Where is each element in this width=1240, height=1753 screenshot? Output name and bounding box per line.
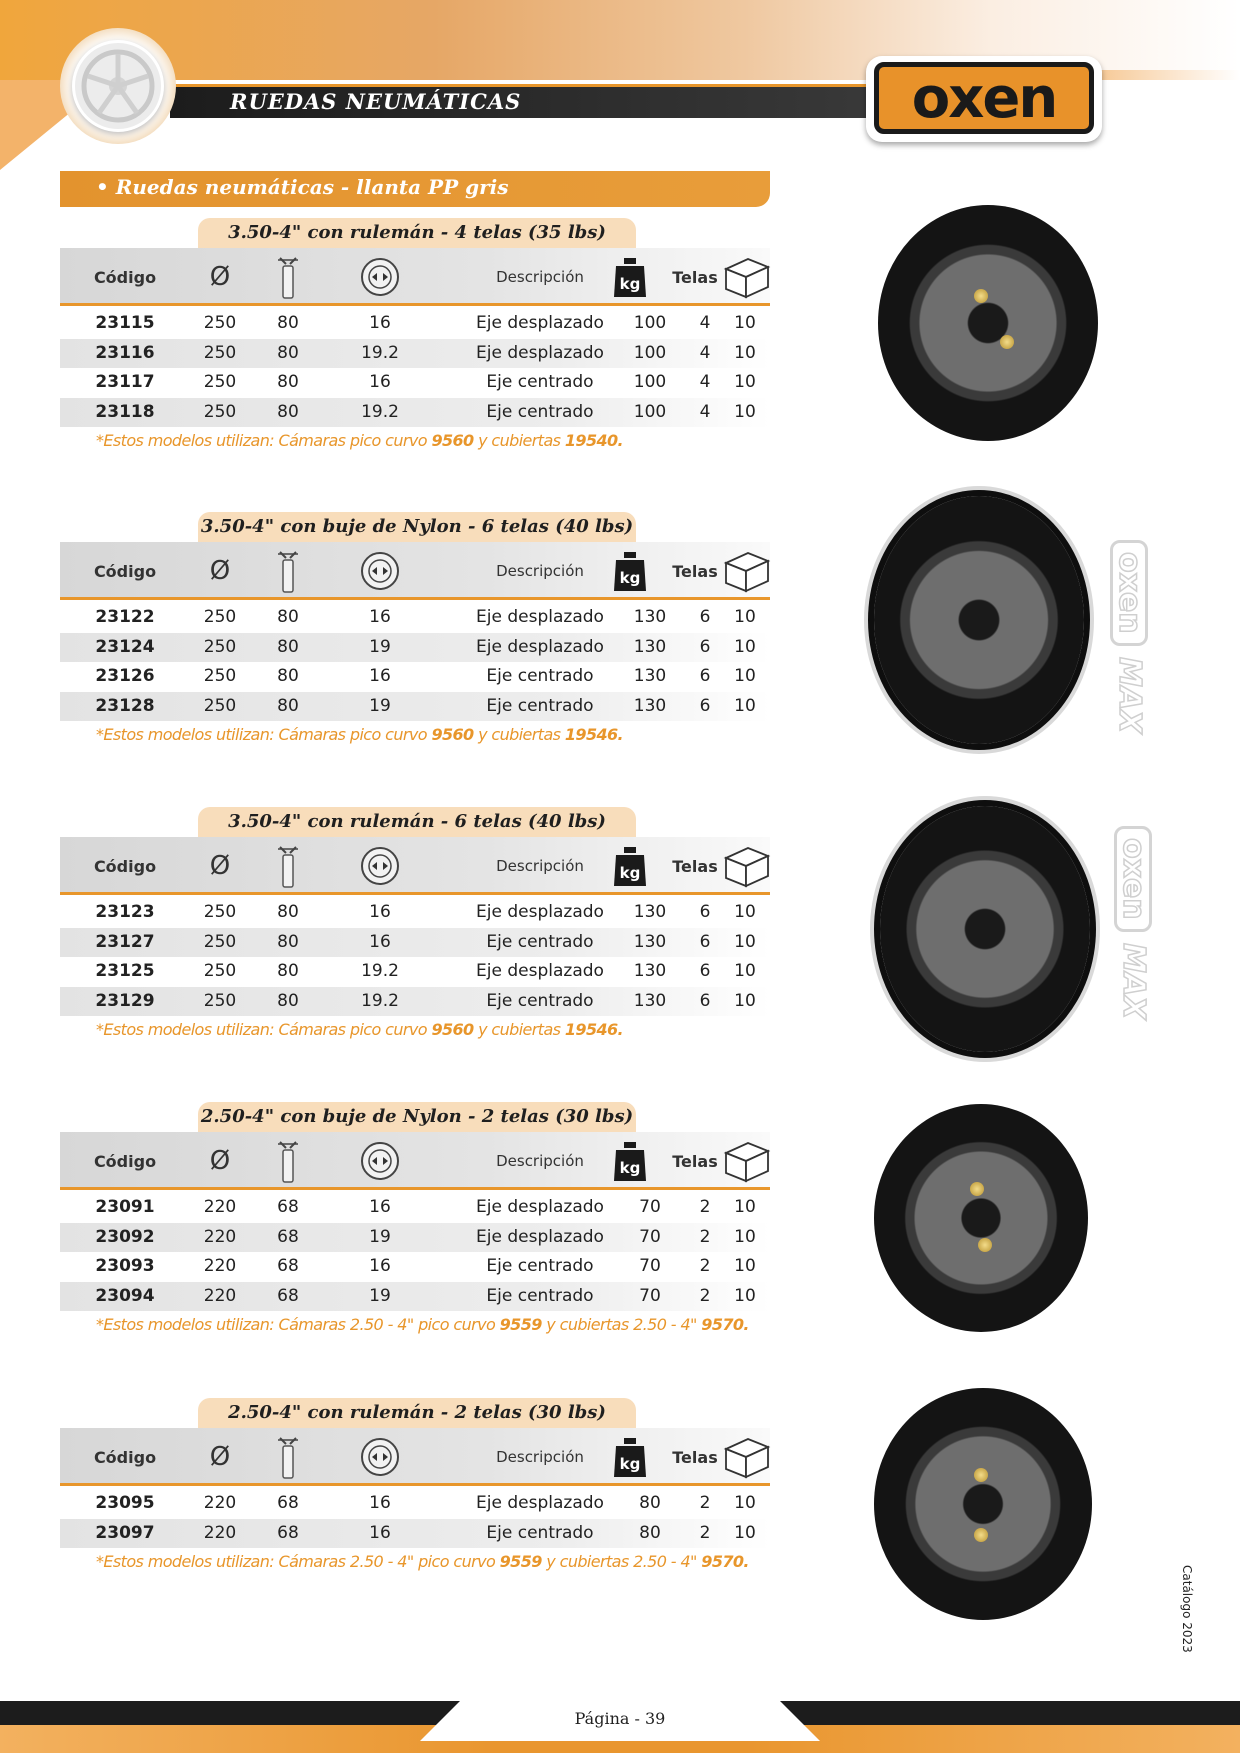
cell-diameter: 250 (203, 990, 237, 1011)
cell-axle: 19.2 (361, 342, 399, 363)
compatibility-note (96, 1315, 749, 1334)
diameter-icon: Ø (209, 1146, 231, 1176)
cell-axle: 19.2 (361, 401, 399, 422)
hub-bolt-icon (978, 1238, 992, 1252)
cell-width: 80 (277, 666, 299, 686)
cell-plies: 4 (699, 313, 711, 333)
cell-description: Eje centrado (486, 401, 594, 422)
cell-diameter: 220 (203, 1197, 237, 1217)
max-badge-label: MAX (1112, 656, 1147, 734)
group-title: 3.50-4" con rulemán - 4 telas (35 lbs) (198, 218, 636, 248)
cell-code: 23097 (95, 1522, 155, 1543)
cell-width: 68 (277, 1256, 299, 1276)
header-code-label: Código (93, 856, 157, 876)
table-row (60, 1519, 770, 1549)
cell-axle: 19.2 (361, 990, 399, 1011)
header-code (60, 542, 190, 600)
cell-description: Eje centrado (486, 666, 594, 686)
cell-diameter: 250 (203, 961, 237, 981)
cell-axle: 19 (369, 1226, 391, 1247)
max-badge-brand: oxen (1110, 540, 1148, 646)
cell-width: 80 (277, 401, 299, 422)
cell-diameter: 250 (203, 313, 237, 333)
header-plies-label: Telas (672, 856, 718, 876)
table-row (60, 603, 770, 633)
note-tire-code: 19546. (564, 725, 624, 744)
cell-load: 100 (633, 401, 667, 422)
cell-width: 80 (277, 931, 299, 952)
cell-width: 80 (277, 313, 299, 333)
cell-plies: 2 (699, 1285, 711, 1306)
header-diameter (190, 542, 250, 600)
cell-plies: 6 (699, 961, 711, 981)
cell-description: Eje desplazado (476, 1197, 604, 1217)
cell-width: 80 (277, 342, 299, 363)
axle-bore-icon (340, 837, 420, 895)
header-code (60, 1428, 190, 1486)
cell-description: Eje desplazado (476, 961, 604, 981)
axle-bore-icon (340, 248, 420, 306)
cell-plies: 6 (699, 902, 711, 922)
table-header (60, 1428, 770, 1486)
cell-description: Eje desplazado (476, 636, 604, 657)
cell-load: 130 (633, 666, 667, 686)
cell-load: 130 (633, 636, 667, 657)
cell-diameter: 250 (203, 342, 237, 363)
cell-box-qty: 10 (734, 313, 756, 333)
note-tube-code: 9559 (499, 1552, 542, 1571)
cell-diameter: 250 (203, 931, 237, 952)
note-tire-code: 19540. (564, 431, 624, 450)
cell-description: Eje centrado (486, 1522, 594, 1543)
cell-description: Eje centrado (486, 1256, 594, 1276)
diameter-icon: Ø (209, 851, 231, 881)
note-tube-code: 9560 (431, 725, 474, 744)
cell-plies: 2 (699, 1256, 711, 1276)
table-header (60, 248, 770, 306)
cell-axle: 16 (369, 607, 391, 627)
cell-width: 80 (277, 695, 299, 716)
table-header (60, 542, 770, 600)
header-plies-label: Telas (672, 1151, 718, 1171)
cell-code: 23117 (95, 372, 155, 392)
table-row (60, 633, 770, 663)
cell-width: 68 (277, 1285, 299, 1306)
cell-diameter: 250 (203, 401, 237, 422)
cell-box-qty: 10 (734, 1197, 756, 1217)
section-heading (60, 171, 770, 207)
cell-code: 23127 (95, 931, 155, 952)
product-group (60, 512, 770, 761)
cell-code: 23095 (95, 1493, 155, 1513)
tire-width-icon (258, 1132, 318, 1190)
section-title: • Ruedas neumáticas - llanta PP gris (96, 175, 509, 199)
note-tire-code: 19546. (564, 1020, 624, 1039)
note-text: y cubiertas (473, 431, 565, 450)
cell-plies: 6 (699, 666, 711, 686)
cell-box-qty: 10 (734, 607, 756, 627)
note-text: y cubiertas (473, 725, 565, 744)
table-body (60, 309, 770, 427)
note-text: *Estos modelos utilizan: Cámaras 2.50 - 4" pico curvo (96, 1552, 500, 1571)
page-number: Página - 39 (574, 1709, 666, 1728)
cell-axle: 16 (369, 1493, 391, 1513)
catalog-year: Catálogo 2023 (1180, 1565, 1194, 1653)
axle-bore-icon (340, 1132, 420, 1190)
cell-load: 130 (633, 931, 667, 952)
header-description-label: Descripción (496, 268, 584, 286)
cell-plies: 6 (699, 607, 711, 627)
header-diameter (190, 1428, 250, 1486)
product-group (60, 807, 770, 1056)
diameter-icon: Ø (209, 556, 231, 586)
cell-diameter: 250 (203, 607, 237, 627)
note-tube-code: 9560 (431, 431, 474, 450)
cell-load: 70 (639, 1256, 661, 1276)
cell-diameter: 220 (203, 1285, 237, 1306)
cell-plies: 4 (699, 342, 711, 363)
cell-code: 23129 (95, 990, 155, 1011)
compatibility-note (96, 725, 623, 744)
cell-diameter: 220 (203, 1226, 237, 1247)
hub-bolt-icon (974, 289, 988, 303)
note-text: y cubiertas 2.50 - 4" (541, 1552, 702, 1571)
cell-plies: 2 (699, 1522, 711, 1543)
table-body (60, 1193, 770, 1311)
table-body (60, 603, 770, 721)
cell-load: 100 (633, 372, 667, 392)
cell-description: Eje centrado (486, 931, 594, 952)
header-code-label: Código (93, 1151, 157, 1171)
cell-description: Eje desplazado (476, 1226, 604, 1247)
header-diameter (190, 1132, 250, 1190)
table-row (60, 1193, 770, 1223)
tire-width-icon (258, 837, 318, 895)
wheel-image-23095 (874, 1388, 1092, 1620)
cell-width: 80 (277, 990, 299, 1011)
cell-diameter: 250 (203, 695, 237, 716)
box-icon (720, 837, 774, 895)
group-title: 2.50-4" con buje de Nylon - 2 telas (30 lbs) (198, 1102, 636, 1132)
note-text: *Estos modelos utilizan: Cámaras pico curvo (96, 1020, 432, 1039)
table-row (60, 1489, 770, 1519)
product-group (60, 218, 770, 467)
header-diameter (190, 837, 250, 895)
cell-box-qty: 10 (734, 931, 756, 952)
cell-axle: 16 (369, 313, 391, 333)
cell-width: 80 (277, 636, 299, 657)
tire-width-icon (258, 248, 318, 306)
table-header (60, 837, 770, 895)
cell-load: 100 (633, 313, 667, 333)
table-header (60, 1132, 770, 1190)
cell-width: 68 (277, 1197, 299, 1217)
box-icon (720, 1132, 774, 1190)
hub-bolt-icon (970, 1182, 984, 1196)
cell-description: Eje desplazado (476, 902, 604, 922)
header-description-label: Descripción (496, 562, 584, 580)
wheel-image-23091 (874, 1104, 1088, 1332)
cell-load: 70 (639, 1226, 661, 1247)
header-code (60, 1132, 190, 1190)
cell-width: 80 (277, 372, 299, 392)
cell-width: 68 (277, 1493, 299, 1513)
cell-axle: 19.2 (361, 961, 399, 981)
table-row (60, 309, 770, 339)
cell-width: 80 (277, 607, 299, 627)
cell-load: 130 (633, 607, 667, 627)
hub-bolt-icon (1000, 335, 1014, 349)
page-title: RUEDAS NEUMÁTICAS (230, 89, 522, 114)
cell-load: 80 (639, 1522, 661, 1543)
cell-box-qty: 10 (734, 1256, 756, 1276)
diameter-icon: Ø (209, 1442, 231, 1472)
header-code-label: Código (93, 561, 157, 581)
cell-load: 130 (633, 990, 667, 1011)
cell-width: 80 (277, 902, 299, 922)
svg-text:kg: kg (619, 864, 641, 882)
cell-code: 23116 (95, 342, 155, 363)
cell-load: 100 (633, 342, 667, 363)
header-plies-label: Telas (672, 1447, 718, 1467)
weight-icon (605, 1132, 655, 1190)
header-code-label: Código (93, 267, 157, 287)
cell-box-qty: 10 (734, 902, 756, 922)
diameter-icon: Ø (209, 262, 231, 292)
weight-icon (605, 542, 655, 600)
group-title: 2.50-4" con rulemán - 2 telas (30 lbs) (198, 1398, 636, 1428)
cell-plies: 2 (699, 1493, 711, 1513)
cell-width: 68 (277, 1522, 299, 1543)
cell-load: 70 (639, 1197, 661, 1217)
cell-code: 23123 (95, 902, 155, 922)
cell-code: 23125 (95, 961, 155, 981)
svg-text:kg: kg (619, 275, 641, 293)
weight-icon (605, 248, 655, 306)
cell-description: Eje centrado (486, 372, 594, 392)
cell-axle: 19 (369, 636, 391, 657)
note-tube-code: 9560 (431, 1020, 474, 1039)
cell-box-qty: 10 (734, 990, 756, 1011)
cell-code: 23122 (95, 607, 155, 627)
table-row (60, 368, 770, 398)
cell-load: 130 (633, 902, 667, 922)
table-row (60, 987, 770, 1017)
cell-plies: 4 (699, 372, 711, 392)
wheel-emblem-icon (72, 40, 164, 132)
axle-bore-icon (340, 1428, 420, 1486)
box-icon (720, 1428, 774, 1486)
weight-icon (605, 1428, 655, 1486)
table-row (60, 692, 770, 722)
svg-text:kg: kg (619, 1159, 641, 1177)
cell-box-qty: 10 (734, 1285, 756, 1306)
header-diameter (190, 248, 250, 306)
cell-load: 80 (639, 1493, 661, 1513)
note-text: y cubiertas 2.50 - 4" (541, 1315, 702, 1334)
cell-axle: 16 (369, 1256, 391, 1276)
cell-axle: 16 (369, 666, 391, 686)
note-text: *Estos modelos utilizan: Cámaras pico curvo (96, 725, 432, 744)
compatibility-note (96, 1020, 623, 1039)
oxen-max-badge (1110, 540, 1148, 740)
tire-width-icon (258, 542, 318, 600)
header-description-label: Descripción (496, 1152, 584, 1170)
cell-axle: 16 (369, 931, 391, 952)
cell-diameter: 250 (203, 372, 237, 392)
cell-axle: 16 (369, 1197, 391, 1217)
cell-box-qty: 10 (734, 636, 756, 657)
max-badge-brand: oxen (1114, 826, 1152, 932)
tire-width-icon (258, 1428, 318, 1486)
cell-code: 23118 (95, 401, 155, 422)
cell-axle: 16 (369, 902, 391, 922)
table-row (60, 662, 770, 692)
cell-description: Eje centrado (486, 990, 594, 1011)
cell-description: Eje desplazado (476, 607, 604, 627)
cell-axle: 19 (369, 1285, 391, 1306)
header-plies-label: Telas (672, 267, 718, 287)
cell-box-qty: 10 (734, 695, 756, 716)
cell-box-qty: 10 (734, 666, 756, 686)
cell-load: 70 (639, 1285, 661, 1306)
cell-plies: 4 (699, 401, 711, 422)
cell-code: 23092 (95, 1226, 155, 1247)
svg-text:kg: kg (619, 1455, 641, 1473)
cell-plies: 2 (699, 1197, 711, 1217)
wheel-image-23123 (880, 806, 1090, 1052)
cell-diameter: 220 (203, 1256, 237, 1276)
group-title: 3.50-4" con rulemán - 6 telas (40 lbs) (198, 807, 636, 837)
table-row (60, 339, 770, 369)
cell-description: Eje desplazado (476, 313, 604, 333)
note-tire-code: 9570. (701, 1315, 749, 1334)
cell-width: 80 (277, 961, 299, 981)
oxen-max-badge (1114, 826, 1152, 1026)
svg-text:kg: kg (619, 569, 641, 587)
cell-code: 23093 (95, 1256, 155, 1276)
cell-code: 23094 (95, 1285, 155, 1306)
group-title: 3.50-4" con buje de Nylon - 6 telas (40 lbs) (198, 512, 636, 542)
axle-bore-icon (340, 542, 420, 600)
note-tire-code: 9570. (701, 1552, 749, 1571)
cell-plies: 6 (699, 695, 711, 716)
table-row (60, 898, 770, 928)
compatibility-note (96, 1552, 749, 1571)
cell-box-qty: 10 (734, 1522, 756, 1543)
product-group (60, 1102, 770, 1351)
cell-box-qty: 10 (734, 1226, 756, 1247)
cell-axle: 19 (369, 695, 391, 716)
header-code-label: Código (93, 1447, 157, 1467)
cell-diameter: 250 (203, 902, 237, 922)
cell-code: 23128 (95, 695, 155, 716)
table-body (60, 1489, 770, 1548)
table-row (60, 1223, 770, 1253)
cell-plies: 2 (699, 1226, 711, 1247)
cell-axle: 16 (369, 372, 391, 392)
compatibility-note (96, 431, 623, 450)
header-description-label: Descripción (496, 1448, 584, 1466)
cell-plies: 6 (699, 990, 711, 1011)
cell-diameter: 250 (203, 666, 237, 686)
box-icon (720, 248, 774, 306)
cell-description: Eje centrado (486, 1285, 594, 1306)
table-row (60, 957, 770, 987)
cell-load: 130 (633, 695, 667, 716)
brand-logo (874, 62, 1094, 134)
cell-box-qty: 10 (734, 961, 756, 981)
box-icon (720, 542, 774, 600)
cell-box-qty: 10 (734, 401, 756, 422)
cell-diameter: 220 (203, 1493, 237, 1513)
weight-icon (605, 837, 655, 895)
table-body (60, 898, 770, 1016)
table-row (60, 398, 770, 428)
wheel-image-23122 (874, 496, 1084, 744)
cell-box-qty: 10 (734, 342, 756, 363)
brand-name: oxen (911, 65, 1057, 131)
cell-width: 68 (277, 1226, 299, 1247)
hub-bolt-icon (974, 1528, 988, 1542)
header-description-label: Descripción (496, 857, 584, 875)
cell-load: 130 (633, 961, 667, 981)
cell-axle: 16 (369, 1522, 391, 1543)
cell-description: Eje centrado (486, 695, 594, 716)
cell-diameter: 250 (203, 636, 237, 657)
note-text: *Estos modelos utilizan: Cámaras pico curvo (96, 431, 432, 450)
hub-bolt-icon (974, 1468, 988, 1482)
note-text: *Estos modelos utilizan: Cámaras 2.50 - 4" pico curvo (96, 1315, 500, 1334)
header-code (60, 248, 190, 306)
product-group (60, 1398, 770, 1588)
table-row (60, 928, 770, 958)
table-row (60, 1282, 770, 1312)
header-code (60, 837, 190, 895)
wheel-image-23115 (878, 205, 1098, 441)
max-badge-label: MAX (1116, 942, 1151, 1020)
cell-description: Eje desplazado (476, 1493, 604, 1513)
cell-code: 23115 (95, 313, 155, 333)
header-accent-strip (1090, 70, 1240, 80)
cell-code: 23126 (95, 666, 155, 686)
cell-box-qty: 10 (734, 1493, 756, 1513)
cell-plies: 6 (699, 636, 711, 657)
cell-diameter: 220 (203, 1522, 237, 1543)
cell-plies: 6 (699, 931, 711, 952)
table-row (60, 1252, 770, 1282)
cell-code: 23091 (95, 1197, 155, 1217)
header-plies-label: Telas (672, 561, 718, 581)
note-text: y cubiertas (473, 1020, 565, 1039)
cell-code: 23124 (95, 636, 155, 657)
note-tube-code: 9559 (499, 1315, 542, 1334)
cell-description: Eje desplazado (476, 342, 604, 363)
cell-box-qty: 10 (734, 372, 756, 392)
